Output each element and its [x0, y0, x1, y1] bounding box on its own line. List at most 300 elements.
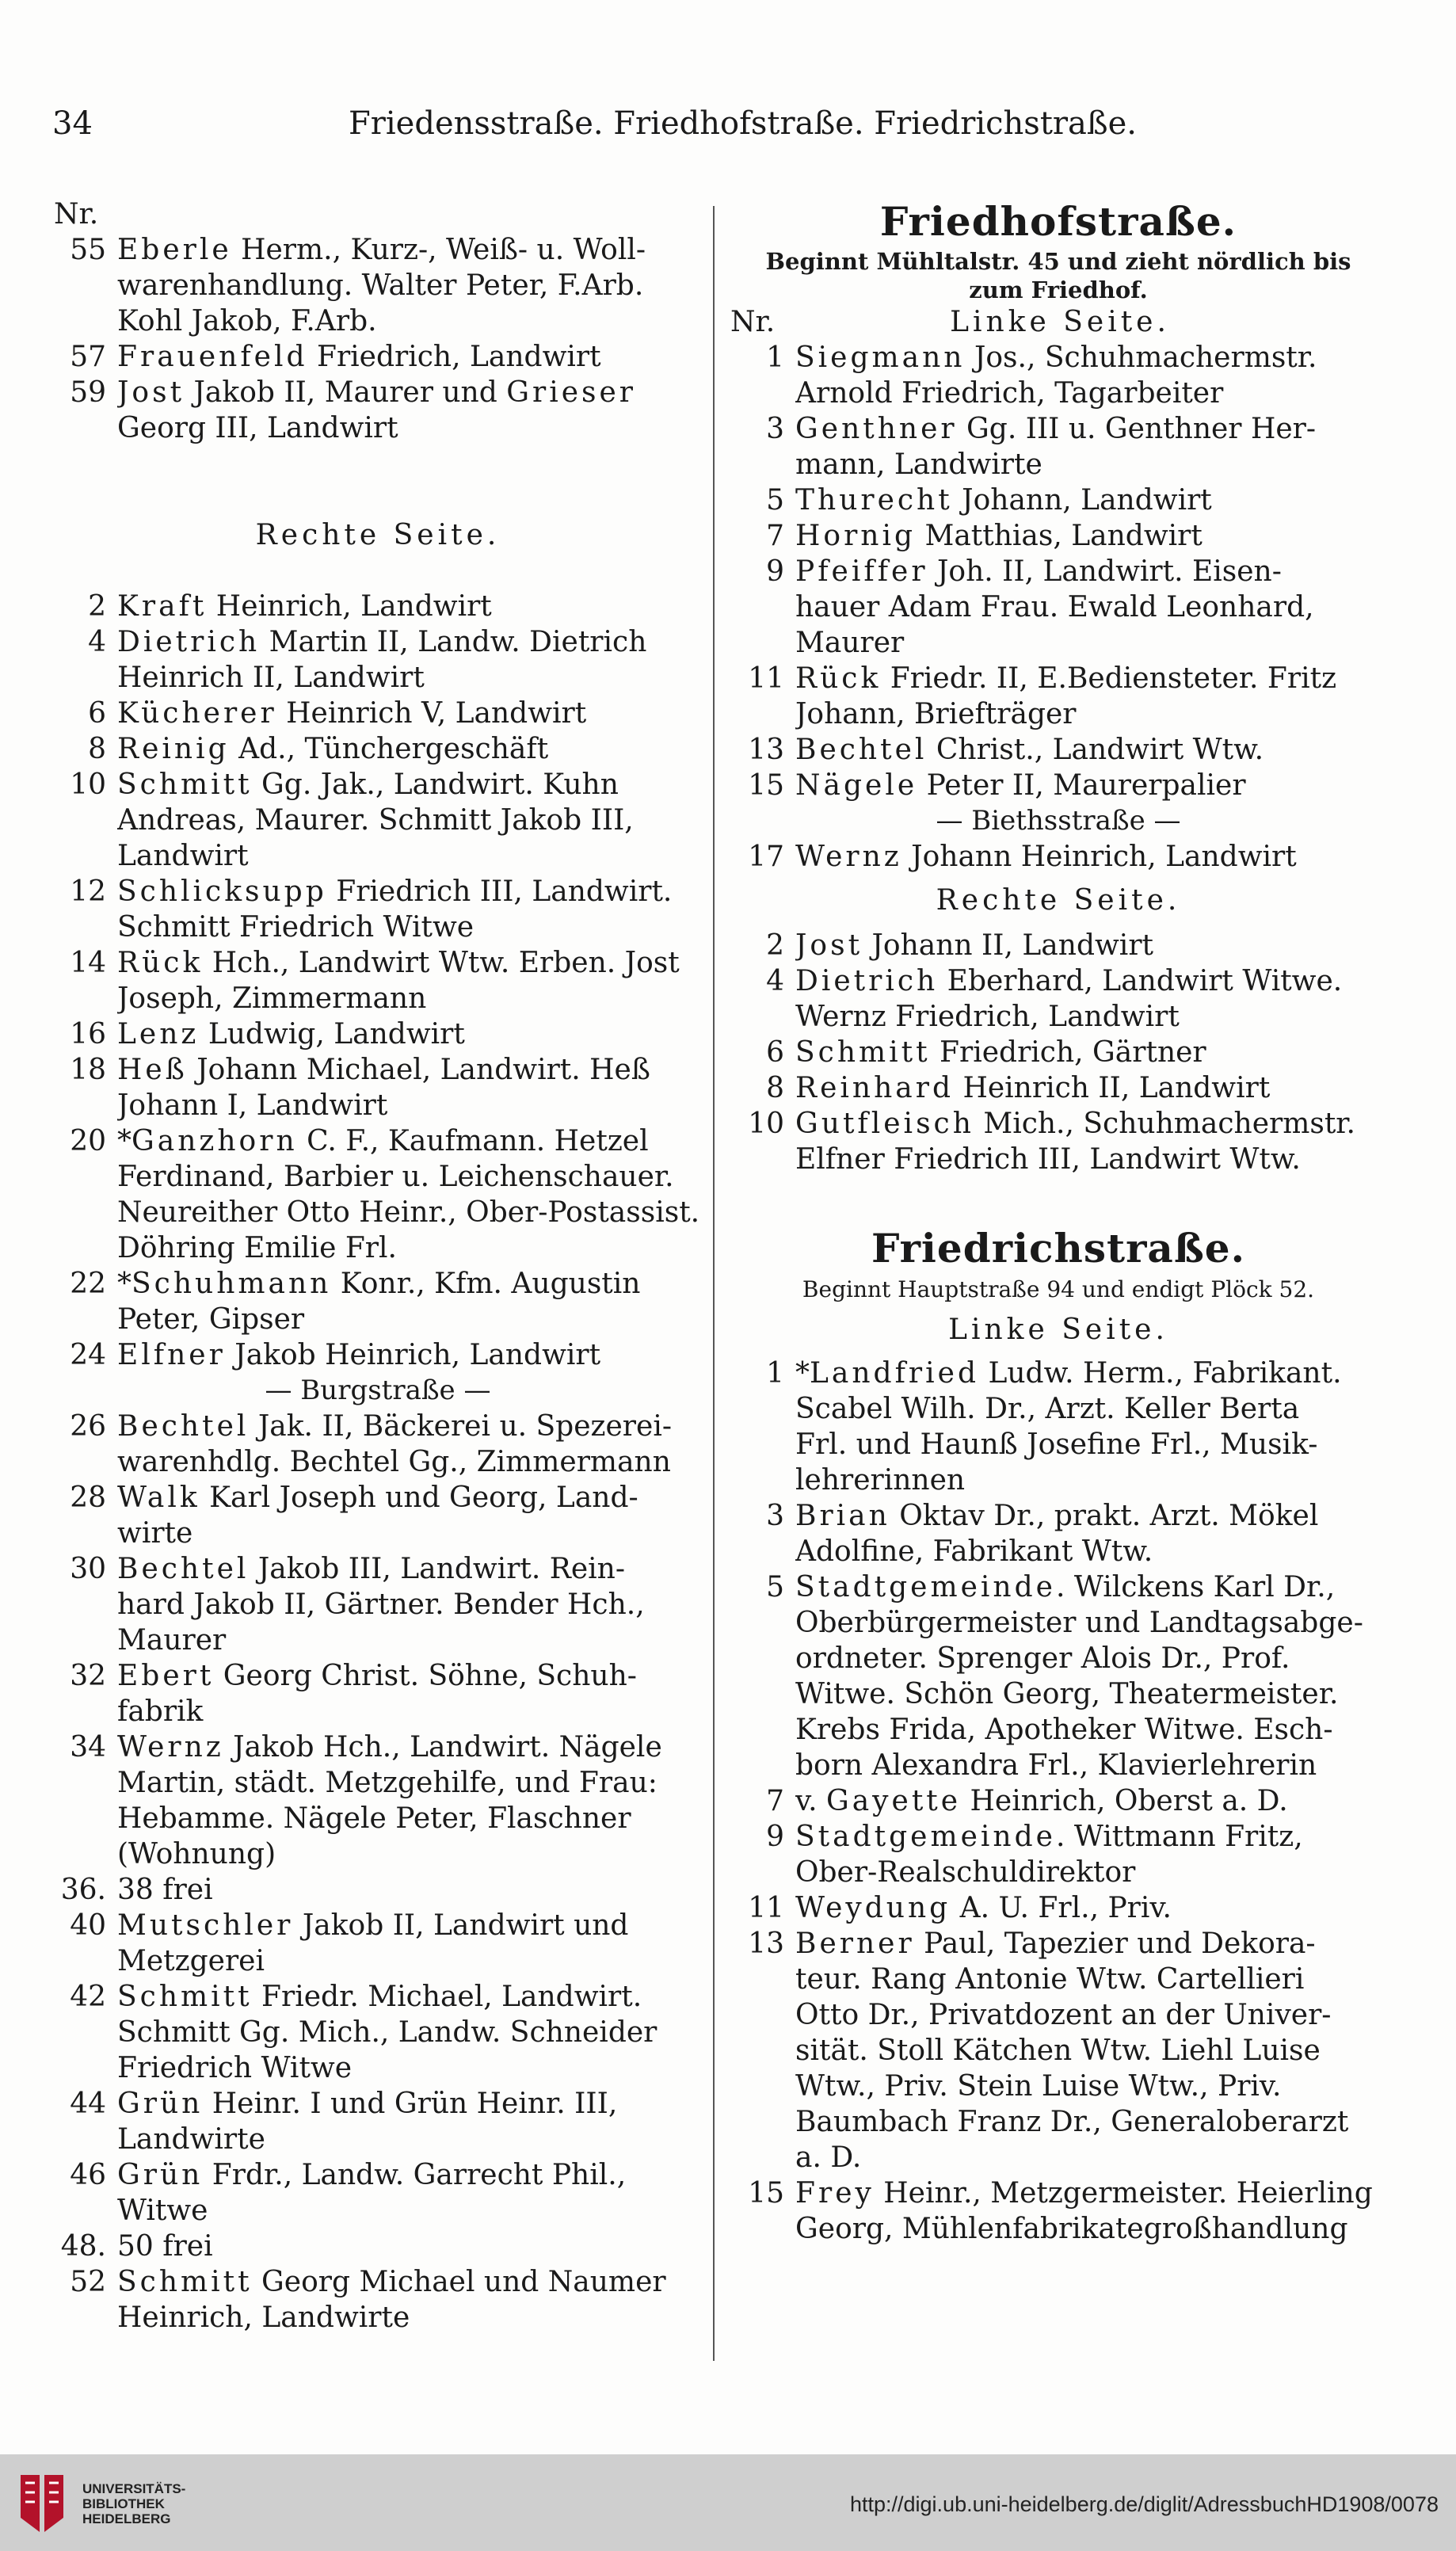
surname: Siegmann [795, 341, 966, 374]
text-segment: Johann, Briefträger [795, 698, 1077, 730]
surname: Landfried [810, 1357, 979, 1390]
entry-line [795, 1427, 1389, 1462]
entry-line [117, 1409, 707, 1444]
house-number: 5 [766, 1571, 784, 1603]
entry-line [117, 1337, 707, 1373]
entry-text [795, 340, 1389, 411]
entry-line [117, 589, 707, 624]
entry-text [117, 624, 707, 696]
entry-line [795, 1819, 1389, 1855]
street-title-friedrichstrasse: Friedrichstraße. [871, 1225, 1246, 1272]
page-number: 34 [52, 105, 93, 142]
text-segment: 38 frei [117, 1874, 213, 1906]
entry-line [795, 1070, 1389, 1106]
entry-line [795, 1356, 1389, 1391]
directory-entry [49, 1908, 707, 1979]
directory-entry [49, 1979, 707, 2086]
entry-line [795, 1462, 1389, 1498]
entry-text [117, 1908, 707, 1979]
house-number: 4 [88, 626, 106, 658]
surname: Rück [795, 662, 882, 695]
entry-line [795, 999, 1389, 1035]
text-segment: Friedrich Witwe [117, 2052, 353, 2084]
text-segment: Johann Heinrich, Landwirt [901, 841, 1297, 873]
entry-line [795, 1605, 1389, 1641]
house-number: 15 [748, 769, 784, 802]
entry-line [117, 2015, 707, 2050]
text-segment: Martin, städt. Metzgehilfe, und Frau: [117, 1767, 657, 1799]
side-heading-rechte: Rechte Seite. [936, 884, 1181, 917]
directory-entry [49, 2229, 707, 2264]
entry-line [795, 1391, 1389, 1427]
text-segment: Johann I, Landwirt [117, 1089, 388, 1122]
entry-line [117, 660, 707, 696]
entry-line [117, 624, 707, 660]
entry-line [117, 1587, 707, 1622]
house-number: 20 [70, 1125, 106, 1157]
surname: Ebert [117, 1660, 215, 1692]
text-segment: hauer Adam Frau. Ewald Leonhard, [795, 591, 1314, 623]
text-segment: fabrik [117, 1695, 204, 1728]
entry-line [117, 696, 707, 731]
house-number: 52 [70, 2266, 106, 2298]
directory-entry [727, 732, 1389, 768]
house-number: 36. [60, 1874, 106, 1906]
entry-line [117, 339, 707, 375]
surname: Reinig [117, 733, 230, 765]
left-column [49, 196, 707, 2336]
street-title-friedhofstrasse: Friedhofstraße. [879, 198, 1237, 245]
entry-line [795, 589, 1389, 625]
entry-line [117, 1088, 707, 1123]
entry-text [795, 1070, 1389, 1106]
text-segment: Hch., Landwirt Wtw. Erben. Jost [203, 947, 680, 979]
house-number: 6 [88, 697, 106, 730]
side-heading-linke: Linke Seite. [948, 1314, 1168, 1346]
spacer [49, 553, 707, 589]
entry-line [795, 1569, 1389, 1605]
house-number: 30 [70, 1553, 106, 1585]
directory-entry [727, 411, 1389, 482]
text-segment: Ferdinand, Barbier u. Leichenschauer. [117, 1161, 674, 1193]
entry-line [117, 1159, 707, 1195]
house-number: 15 [748, 2177, 784, 2210]
directory-entry [49, 1123, 707, 1266]
text-segment: Landwirt [117, 840, 249, 872]
text-segment: Schmitt Gg. Mich., Landw. Schneider [117, 2016, 657, 2049]
logo-line: BIBLIOTHEK [82, 2496, 165, 2511]
entry-line [795, 447, 1389, 482]
entry-list [49, 232, 707, 446]
text-segment: 50 frei [117, 2230, 213, 2263]
entry-line [117, 1658, 707, 1694]
entry-text [795, 1890, 1389, 1926]
entry-line [117, 981, 707, 1016]
surname: Dietrich [117, 626, 261, 658]
text-segment: Georg, Mühlenfabrikategroßhandlung [795, 2213, 1348, 2245]
directory-entry [49, 624, 707, 696]
text-segment: Heinrich, Landwirt [207, 590, 492, 623]
entry-list [727, 1356, 1389, 2247]
text-segment: Jakob II, Landwirt und [293, 1909, 629, 1942]
entry-line [117, 1765, 707, 1801]
surname: Bechtel [117, 1553, 250, 1585]
text-segment: Johann II, Landwirt [863, 929, 1153, 962]
text-segment: * [795, 1357, 810, 1390]
entry-text [795, 1035, 1389, 1070]
entry-line [795, 1712, 1389, 1748]
text-segment: Jos., Schuhmachermstr. [965, 341, 1317, 374]
surname: Nägele [795, 769, 918, 802]
source-url[interactable]: http://digi.ub.uni-heidelberg.de/diglit/AdressbuchHD1908/0078 [849, 2492, 1439, 2516]
directory-entry [49, 2086, 707, 2157]
text-segment: . Wilckens Karl Dr., [1055, 1571, 1336, 1603]
surname: Dietrich [795, 965, 939, 997]
surname: Brian [795, 1500, 890, 1532]
text-segment: a. D. [795, 2141, 862, 2174]
nr-heading: Nr. [730, 306, 776, 338]
surname: Gayette [825, 1785, 962, 1817]
text-segment: Jakob III, Landwirt. Rein- [249, 1553, 626, 1585]
surname: Schlicksupp [117, 875, 327, 908]
entry-text [117, 339, 707, 375]
entry-list [727, 839, 1389, 875]
entry-text [117, 696, 707, 731]
house-number: 44 [70, 2088, 106, 2120]
entry-text [795, 928, 1389, 963]
directory-entry [727, 768, 1389, 803]
entry-text [117, 1658, 707, 1729]
directory-entry [49, 339, 707, 375]
text-segment: Karl Joseph und Georg, Land- [200, 1481, 638, 1514]
street-description: Beginnt Hauptstraße 94 und endigt Plöck 52. [802, 1276, 1315, 1302]
entry-line [117, 410, 707, 446]
entry-text [795, 554, 1389, 661]
entry-line [117, 1516, 707, 1551]
house-number: 12 [70, 875, 106, 908]
directory-entry [49, 1337, 707, 1373]
house-number: 13 [748, 1928, 784, 1960]
entry-line [117, 1801, 707, 1836]
text-segment: Oberbürgermeister und Landtagsabge- [795, 1607, 1363, 1639]
house-number: 8 [766, 1072, 784, 1104]
surname: Grün [117, 2088, 204, 2120]
text-segment: Paul, Tapezier und Dekora- [914, 1928, 1316, 1960]
text-segment: Friedrich, Landwirt [307, 341, 601, 373]
house-number: 26 [70, 1410, 106, 1443]
directory-entry [727, 1070, 1389, 1106]
surname: Hornig [795, 520, 917, 552]
house-number: 22 [70, 1268, 106, 1300]
house-number: 46 [70, 2159, 106, 2191]
entry-text [795, 482, 1389, 518]
cross-street: — Burgstraße — [265, 1375, 491, 1406]
entry-text [117, 1551, 707, 1658]
surname: Walk [117, 1481, 200, 1514]
text-segment: sität. Stoll Kätchen Wtw. Liehl Luise [795, 2034, 1321, 2067]
text-segment: Metzgerei [117, 1945, 265, 1977]
house-number: 34 [70, 1731, 106, 1764]
surname: Frauenfeld [117, 341, 308, 373]
house-number: 17 [748, 841, 784, 873]
text-segment: mann, Landwirte [795, 448, 1042, 481]
entry-line [795, 340, 1389, 376]
entry-line [117, 1480, 707, 1516]
entry-text [795, 1106, 1389, 1177]
entry-text [795, 1569, 1389, 1783]
directory-entry [727, 2175, 1389, 2247]
entry-line [117, 1444, 707, 1480]
text-segment: (Wohnung) [117, 1838, 276, 1870]
house-number: 2 [88, 590, 106, 623]
surname: Thurecht [795, 484, 953, 517]
entry-text [795, 1356, 1389, 1498]
directory-entry [49, 731, 707, 767]
text-segment: born Alexandra Frl., Klavierlehrerin [795, 1749, 1317, 1782]
text-segment: Johann, Landwirt [952, 484, 1212, 517]
entry-line [795, 554, 1389, 589]
text-segment: Georg III, Landwirt [117, 412, 398, 444]
directory-entry [49, 874, 707, 945]
spacer [727, 1177, 1389, 1223]
directory-entry [727, 554, 1389, 661]
directory-entry [727, 340, 1389, 411]
directory-entry [49, 2264, 707, 2336]
entry-line [117, 1872, 707, 1908]
text-segment: v. [795, 1785, 826, 1817]
entry-text [795, 963, 1389, 1035]
text-segment: Ludwig, Landwirt [199, 1018, 465, 1051]
directory-entry [49, 375, 707, 446]
library-logo-icon [16, 2470, 68, 2537]
text-segment: Wtw., Priv. Stein Luise Wtw., Priv. [795, 2070, 1282, 2103]
entry-line [117, 1123, 707, 1159]
text-segment: Friedr. Michael, Landwirt. [252, 1981, 642, 2013]
surname: Berner [795, 1928, 915, 1960]
entry-line [117, 874, 707, 909]
entry-line [117, 232, 707, 268]
text-segment: Peter II, Maurerpalier [917, 769, 1246, 802]
house-number: 24 [70, 1339, 106, 1371]
directory-entry [727, 1569, 1389, 1783]
entry-line [117, 2086, 707, 2122]
entry-line [795, 1997, 1389, 2033]
text-segment: Schmitt Friedrich Witwe [117, 911, 475, 944]
text-segment: . Wittmann Fritz, [1055, 1821, 1303, 1853]
surname: Genthner [795, 413, 958, 445]
directory-entry [727, 1035, 1389, 1070]
directory-entry [49, 1016, 707, 1052]
entry-line [795, 732, 1389, 768]
house-number: 3 [766, 413, 784, 445]
directory-entry [49, 2157, 707, 2229]
house-number: 7 [766, 1785, 784, 1817]
entry-line [117, 2229, 707, 2264]
surname: Kraft [117, 590, 208, 623]
column-divider [713, 206, 715, 2361]
house-number: 14 [70, 947, 106, 979]
directory-entry [727, 661, 1389, 732]
entry-text [117, 874, 707, 945]
text-segment: wirte [117, 1517, 193, 1550]
entry-line [795, 376, 1389, 411]
text-segment: Frl. und Haunß Josefine Frl., Musik- [795, 1428, 1318, 1461]
entry-line [117, 1979, 707, 2015]
entry-line [117, 1052, 707, 1088]
directory-entry [727, 518, 1389, 554]
spacer [49, 446, 707, 517]
entry-line [117, 268, 707, 303]
entry-line [117, 1551, 707, 1587]
entry-line [795, 661, 1389, 696]
directory-entry [727, 928, 1389, 963]
directory-entry [49, 1658, 707, 1729]
entry-line [795, 2211, 1389, 2247]
entry-line [117, 1230, 707, 1266]
surname: Bechtel [795, 734, 928, 766]
entry-line [117, 1729, 707, 1765]
logo-line: HEIDELBERG [82, 2511, 171, 2526]
text-segment: Arnold Friedrich, Tagarbeiter [795, 377, 1224, 410]
directory-entry [49, 767, 707, 874]
entry-line [795, 1783, 1389, 1819]
directory-entry [727, 482, 1389, 518]
entry-line [795, 768, 1389, 803]
entry-line [795, 1676, 1389, 1712]
entry-line [117, 1195, 707, 1230]
text-segment: Gg. III u. Genthner Her- [957, 413, 1317, 445]
entry-text [795, 1498, 1389, 1569]
entry-text [117, 1729, 707, 1872]
house-number: 55 [70, 234, 106, 266]
text-segment: Heinr., Metzgermeister. Heierling [874, 2177, 1373, 2210]
text-segment: Friedrich, Gärtner [930, 1036, 1206, 1069]
text-segment: Johann Michael, Landwirt. Heß [187, 1054, 650, 1086]
text-segment: Georg Christ. Söhne, Schuh- [214, 1660, 637, 1692]
entry-line [117, 375, 707, 410]
entry-line [795, 2175, 1389, 2211]
text-segment: Matthias, Landwirt [916, 520, 1203, 552]
entry-line [117, 1016, 707, 1052]
directory-entry [727, 1783, 1389, 1819]
surname: Schmitt [117, 1981, 253, 2013]
text-segment: hard Jakob II, Gärtner. Bender Hch., [117, 1588, 645, 1621]
entry-text [117, 767, 707, 874]
entry-line [795, 2140, 1389, 2175]
entry-line [795, 1855, 1389, 1890]
directory-entry [49, 1480, 707, 1551]
entry-line [795, 1748, 1389, 1783]
surname: Heß [117, 1054, 188, 1086]
directory-entry [49, 945, 707, 1016]
house-number: 40 [70, 1909, 106, 1942]
text-segment: ordneter. Sprenger Alois Dr., Prof. [795, 1642, 1290, 1675]
directory-entry [49, 696, 707, 731]
surname: Reinhard [795, 1072, 955, 1104]
entry-text [795, 661, 1389, 732]
entry-line [795, 518, 1389, 554]
entry-line [795, 1641, 1389, 1676]
directory-entry [49, 1266, 707, 1337]
entry-line [117, 1622, 707, 1658]
text-segment: lehrerinnen [795, 1464, 966, 1497]
entry-line [117, 1266, 707, 1302]
text-segment: Mich., Schuhmachermstr. [974, 1108, 1356, 1140]
entry-line [795, 928, 1389, 963]
entry-list [727, 928, 1389, 1177]
side-heading-linke: Linke Seite. [950, 306, 1170, 338]
entry-text [795, 732, 1389, 768]
surname: Schmitt [795, 1036, 931, 1069]
text-segment: Gg. Jak., Landwirt. Kuhn [252, 768, 619, 801]
entry-line [795, 1498, 1389, 1534]
entry-line [795, 696, 1389, 732]
entry-text [795, 518, 1389, 554]
linke-heading-row [727, 304, 1389, 340]
surname: Grieser [506, 376, 637, 409]
directory-entry [727, 1106, 1389, 1177]
surname: Stadtgemeinde [795, 1571, 1056, 1603]
text-segment: Witwe [117, 2194, 208, 2227]
house-number: 59 [70, 376, 106, 409]
surname: Elfner [117, 1339, 226, 1371]
surname: Wernz [795, 841, 902, 873]
text-segment: warenhandlung. Walter Peter, F.Arb. [117, 269, 644, 302]
entry-line [117, 803, 707, 838]
entry-line [795, 1142, 1389, 1177]
surname: Schmitt [117, 2266, 253, 2298]
text-segment: Herm., Kurz-, Weiß- u. Woll- [231, 234, 646, 266]
entry-line [795, 1035, 1389, 1070]
text-segment: Elfner Friedrich III, Landwirt Wtw. [795, 1143, 1301, 1176]
text-segment: Heinrich II, Landwirt [954, 1072, 1271, 1104]
house-number: 7 [766, 520, 784, 552]
text-segment: Heinr. I und Grün Heinr. III, [203, 2088, 618, 2120]
entry-text [117, 945, 707, 1016]
text-segment: Ober-Realschuldirektor [795, 1856, 1136, 1889]
house-number: 32 [70, 1660, 106, 1692]
entry-line [117, 945, 707, 981]
text-segment: Georg Michael und Naumer [252, 2266, 666, 2298]
surname: Grün [117, 2159, 204, 2191]
surname: Mutschler [117, 1909, 294, 1942]
text-segment: C. F., Kaufmann. Hetzel [297, 1125, 649, 1157]
entry-line [795, 2033, 1389, 2069]
house-number: 48. [60, 2230, 106, 2263]
surname: Pfeiffer [795, 555, 928, 588]
side-heading-rechte: Rechte Seite. [255, 519, 501, 551]
entry-text [795, 1926, 1389, 2175]
house-number: 16 [70, 1018, 106, 1051]
entry-text [795, 768, 1389, 803]
entry-text [795, 1819, 1389, 1890]
directory-entry [49, 1409, 707, 1480]
entry-line [117, 1943, 707, 1979]
text-segment: Heinrich, Landwirte [117, 2301, 410, 2334]
page-title: Friedensstraße. Friedhofstraße. Friedrichstraße. [349, 105, 1137, 142]
house-number: 1 [766, 1357, 784, 1390]
text-segment: A. U. Frl., Priv. [951, 1892, 1172, 1924]
text-segment: Ad., Tünchergeschäft [229, 733, 549, 765]
text-segment: Döhring Emilie Frl. [117, 1232, 397, 1264]
text-segment: Andreas, Maurer. Schmitt Jakob III, [117, 804, 634, 837]
entry-line [117, 2122, 707, 2157]
entry-text [117, 2264, 707, 2336]
entry-line [795, 482, 1389, 518]
house-number: 2 [766, 929, 784, 962]
surname: Eberle [117, 234, 232, 266]
entry-text [117, 1052, 707, 1123]
